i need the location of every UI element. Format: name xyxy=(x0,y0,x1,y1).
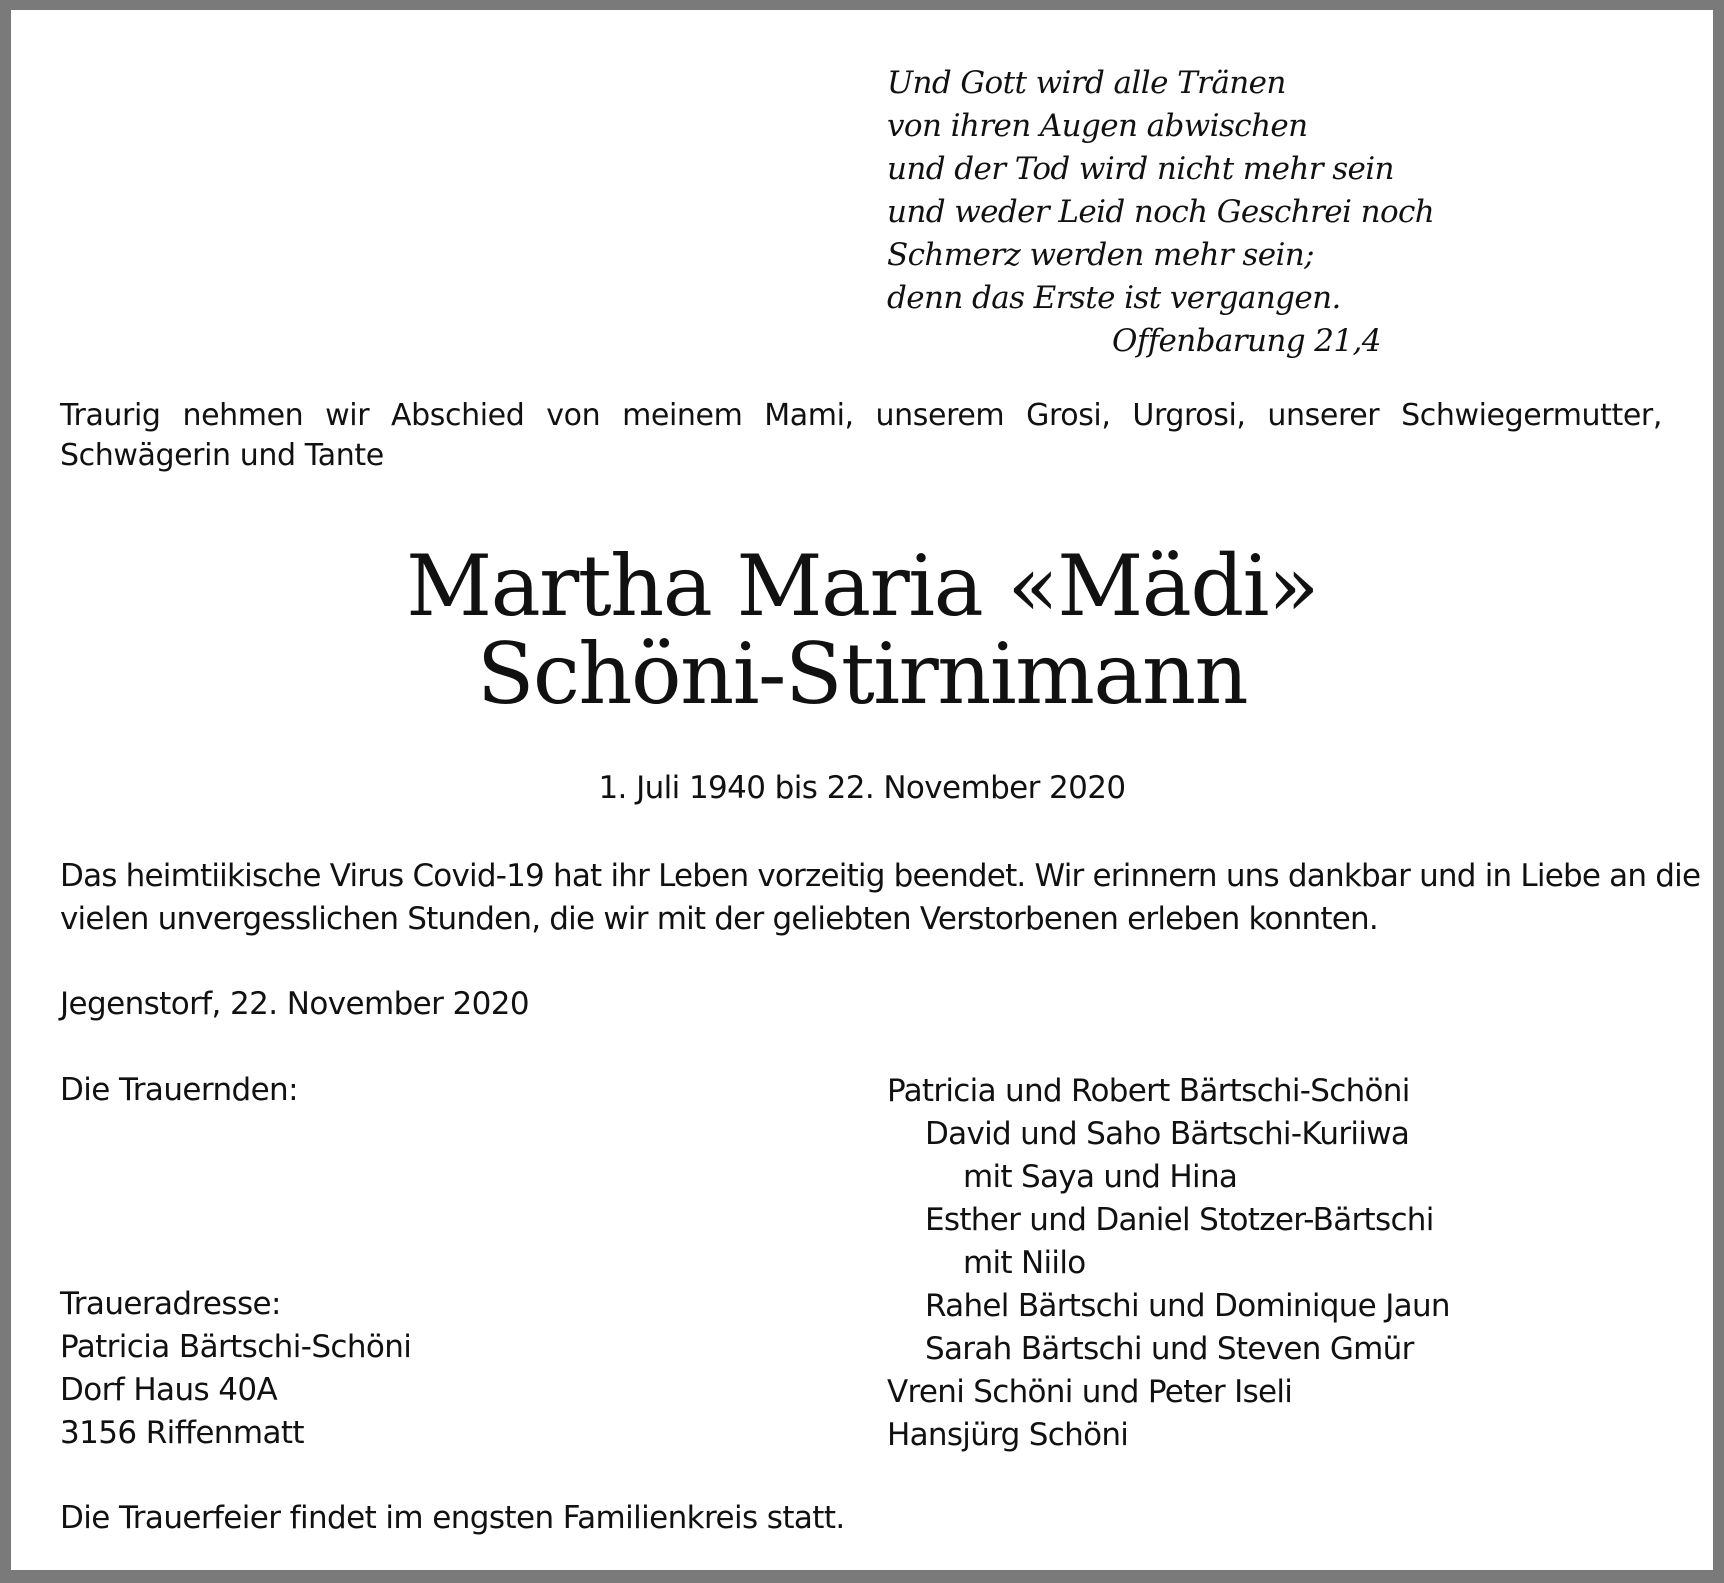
intro-text: Traurig nehmen wir Abschied von meinem Mami, unserem Grosi, Urgrosi, unserer Schwiegermutter, Schwägerin und Tante xyxy=(60,398,1662,473)
address-name: Patricia Bärtschi-Schöni xyxy=(60,1329,412,1365)
mourners-label: Die Trauernden: xyxy=(60,1072,298,1108)
verse-line: Schmerz werden mehr sein; xyxy=(887,237,1314,273)
verse-reference: Offenbarung 21,4 xyxy=(1112,323,1381,359)
body-line-1: Das heimtiikische Virus Covid-19 hat ihr Leben vorzeitig beendet. Wir erinnern uns dankbar und in Liebe an die xyxy=(60,858,1701,894)
place-date: Jegenstorf, 22. November 2020 xyxy=(60,986,530,1022)
body-line-2: vielen unvergesslichen Stunden, die wir mit der geliebten Verstorbenen erleben konnten. xyxy=(60,901,1378,937)
body-text xyxy=(60,855,1701,941)
mourner-item: Vreni Schöni und Peter Iseli xyxy=(887,1374,1293,1410)
obituary-page xyxy=(11,10,1713,1570)
verse-line: von ihren Augen abwischen xyxy=(887,108,1308,144)
deceased-name xyxy=(11,537,1713,723)
mourner-item: Patricia und Robert Bärtschi-Schöni xyxy=(887,1073,1410,1109)
name-line-1: Martha Maria «Mädi» xyxy=(406,537,1318,635)
verse-line: und der Tod wird nicht mehr sein xyxy=(887,151,1394,187)
mourner-item: mit Niilo xyxy=(963,1245,1086,1281)
bible-verse xyxy=(887,62,1434,363)
verse-line: und weder Leid noch Geschrei noch xyxy=(887,194,1435,230)
verse-line: denn das Erste ist vergangen. xyxy=(887,280,1341,316)
life-dates: 1. Juli 1940 bis 22. November 2020 xyxy=(598,770,1126,806)
address-label: Traueradresse: xyxy=(60,1286,281,1322)
mourner-item: Rahel Bärtschi und Dominique Jaun xyxy=(925,1288,1450,1324)
mourning-address xyxy=(60,1283,411,1455)
mourner-item: David und Saho Bärtschi-Kuriiwa xyxy=(925,1116,1410,1152)
verse-line: Und Gott wird alle Tränen xyxy=(887,65,1286,101)
mourner-item: mit Saya und Hina xyxy=(963,1159,1238,1195)
mourner-item: Esther und Daniel Stotzer-Bärtschi xyxy=(925,1202,1434,1238)
closing-text: Die Trauerfeier findet im engsten Familienkreis statt. xyxy=(60,1500,845,1536)
address-city: 3156 Riffenmatt xyxy=(60,1415,304,1451)
mourner-item: Sarah Bärtschi und Steven Gmür xyxy=(925,1331,1414,1367)
mourners-list xyxy=(887,1070,1450,1457)
mourner-item: Hansjürg Schöni xyxy=(887,1417,1129,1453)
address-street: Dorf Haus 40A xyxy=(60,1372,278,1408)
name-line-2: Schöni-Stirnimann xyxy=(476,625,1248,723)
